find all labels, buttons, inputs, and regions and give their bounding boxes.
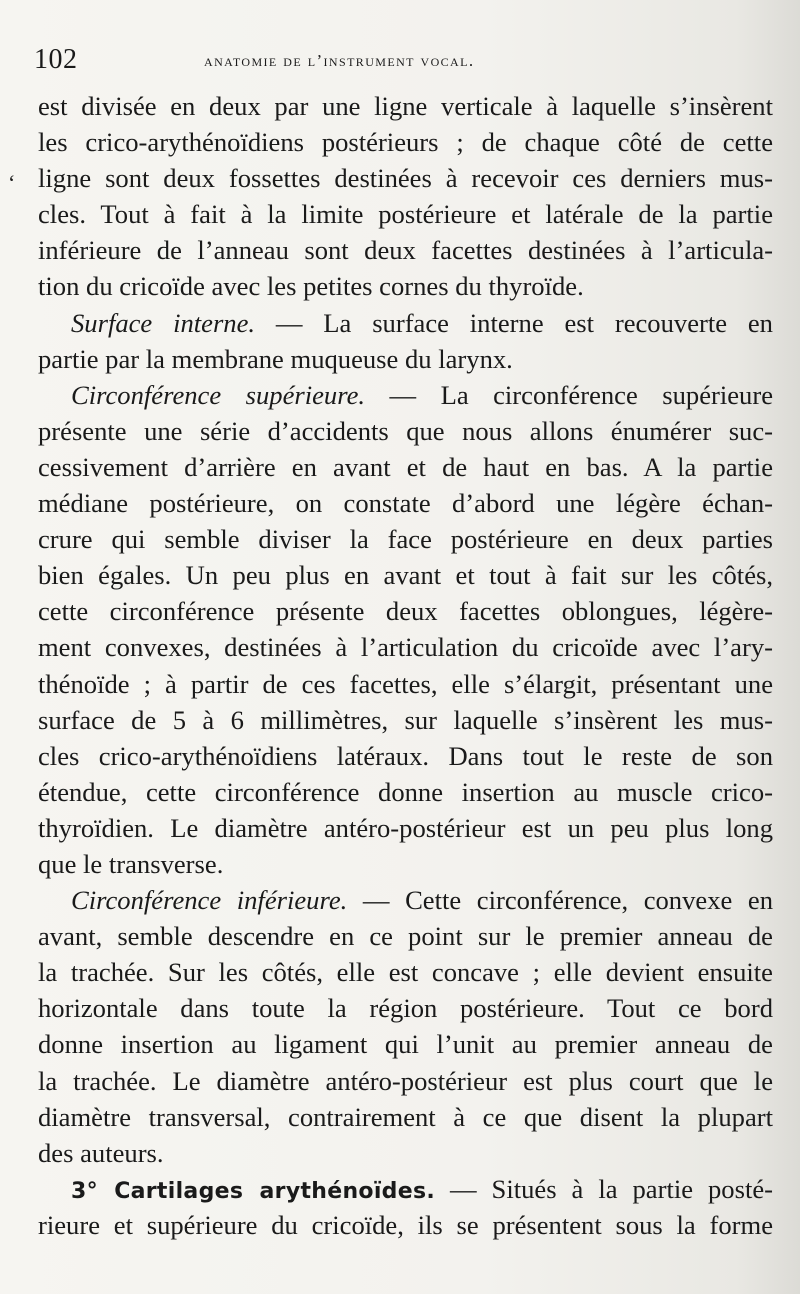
paragraph-text: — Cette circonférence, convexe en [347, 885, 773, 916]
text-line: thénoïde ; à partir de ces facettes, elle s’élargit, présentant une [38, 668, 773, 699]
text-line: crure qui semble diviser la face postérieure en deux parties [38, 524, 773, 555]
text-line: la trachée. Le diamètre antéro-postérieur est plus court que le [38, 1065, 773, 1096]
paragraph-cartilages-first-line [38, 1171, 773, 1207]
text-line: des auteurs. [38, 1137, 164, 1168]
text-line: médiane postérieure, on constate d’abord une légère échan- [38, 488, 773, 519]
section-heading: 3° Cartilages arythénoïdes. [71, 1178, 436, 1204]
text-line: étendue, cette circonférence donne insertion au muscle crico- [38, 776, 773, 807]
paragraph-surface-interne-first-line [38, 305, 773, 341]
text-line: ment convexes, destinées à l’articulation du cricoïde avec l’ary- [38, 632, 773, 663]
text-line: que le transverse. [38, 848, 224, 879]
text-line: diamètre transversal, contrairement à ce que disent la plupart [38, 1101, 773, 1132]
text-line: donne insertion au ligament qui l’unit au premier anneau de [38, 1029, 773, 1060]
text-line: partie par la membrane muqueuse du larynx. [38, 343, 513, 374]
paragraph-text: — La surface interne est recouverte en [255, 307, 773, 338]
text-line: cette circonférence présente deux facettes oblongues, légère- [38, 596, 773, 627]
text-line: les crico-arythénoïdiens postérieurs ; de chaque côté de cette [38, 127, 773, 158]
text-line: ligne sont deux fossettes destinées à recevoir ces derniers mus- [38, 163, 773, 194]
running-head: anatomie de l’instrument vocal. [204, 51, 475, 70]
body-text [38, 88, 773, 1243]
text-line: cles crico-arythénoïdiens latéraux. Dans tout le reste de son [38, 740, 773, 771]
page-number: 102 [34, 44, 78, 75]
text-line: cles. Tout à fait à la limite postérieure et latérale de la partie [38, 199, 773, 230]
text-line: la trachée. Sur les côtés, elle est concave ; elle devient ensuite [38, 957, 773, 988]
paragraph-heading: Circonférence supérieure. [71, 379, 366, 410]
paragraph-heading: Circonférence inférieure. [71, 885, 348, 916]
paragraph-heading: Surface interne. [71, 307, 256, 338]
text-line: avant, semble descendre en ce point sur le premier anneau de [38, 921, 773, 952]
text-line: bien égales. Un peu plus en avant et tout à fait sur les côtés, [38, 560, 773, 591]
paragraph-circ-superieure-first-line [38, 377, 773, 413]
paragraph-circ-inferieure-first-line [38, 882, 773, 918]
text-line: thyroïdien. Le diamètre antéro-postérieur est un peu plus long [38, 812, 773, 843]
text-line: inférieure de l’anneau sont deux facettes destinées à l’articula- [38, 235, 773, 266]
text-line: horizontale dans toute la région postérieure. Tout ce bord [38, 993, 773, 1024]
text-line: surface de 5 à 6 millimètres, sur laquelle s’insèrent les mus- [38, 704, 773, 735]
page-header [34, 44, 734, 78]
margin-mark: ‘ [8, 170, 16, 195]
paragraph-text: — Situés à la partie posté- [435, 1173, 773, 1204]
text-line: cessivement d’arrière en avant et de haut en bas. A la partie [38, 451, 773, 482]
text-line: est divisée en deux par une ligne verticale à laquelle s’insèrent [38, 91, 773, 121]
text-line: présente une série d’accidents que nous allons énumérer suc- [38, 415, 773, 446]
paragraph-text: — La circonférence supérieure [365, 379, 773, 410]
text-line: rieure et supérieure du cricoïde, ils se présentent sous la forme [38, 1209, 773, 1240]
text-line: tion du cricoïde avec les petites cornes du thyroïde. [38, 271, 584, 302]
